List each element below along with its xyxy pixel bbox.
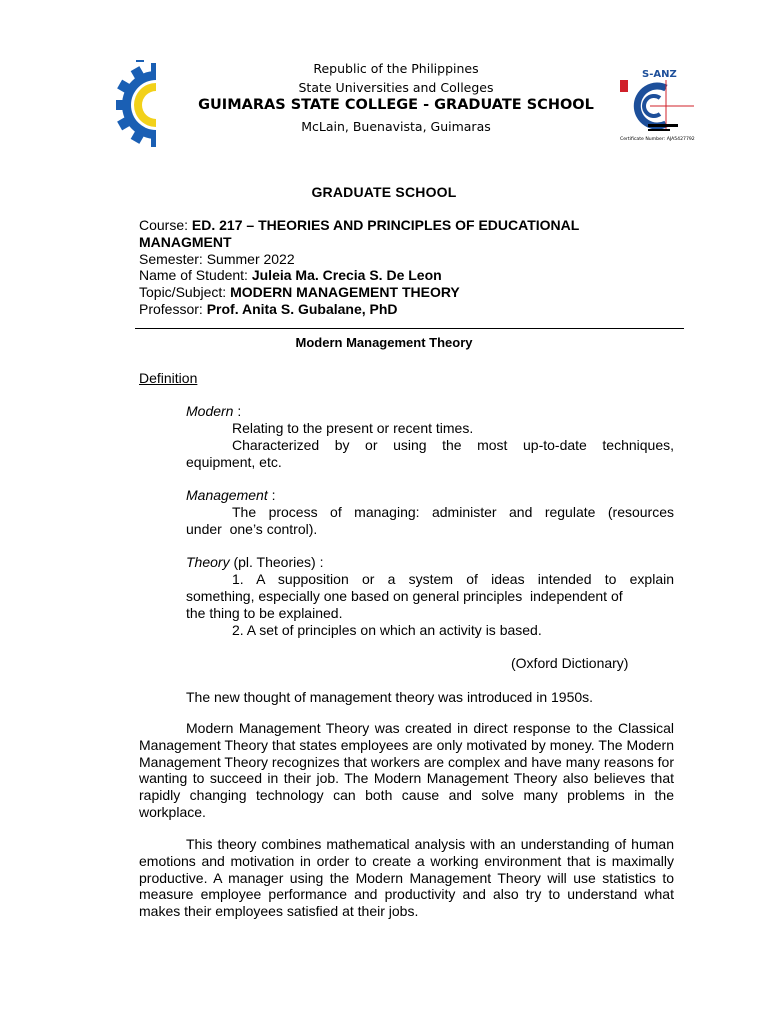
header-college-name: GUIMARAS STATE COLLEGE - GRADUATE SCHOOL (198, 97, 594, 113)
modern-definition-2a: Characterized by or using the most up-to-date techniques, (232, 437, 674, 453)
modern-definition-1: Relating to the present or recent times. (232, 420, 474, 436)
header-country: Republic of the Philippines (313, 61, 479, 76)
horizontal-divider (135, 328, 684, 329)
term-modern-word: Modern (186, 403, 234, 419)
document-heading: Modern Management Theory (295, 335, 473, 350)
topic-label: Topic/Subject: (139, 284, 231, 301)
course-value: ED. 217 – THEORIES AND PRINCIPLES OF EDUCATIONAL (191, 217, 580, 233)
course-info (139, 217, 679, 318)
college-seal-logo (116, 56, 180, 154)
theory-definition-1c: the thing to be explained. (186, 605, 343, 621)
modern-definition-2b: equipment, etc. (186, 454, 282, 470)
term-management: Management : (186, 487, 276, 503)
theory-definition-1b: something, especially one based on general principles independent of (186, 588, 623, 604)
definition-source: (Oxford Dictionary) (511, 655, 629, 671)
student-name: Juleia Ma. Crecia S. De Leon (251, 267, 442, 284)
paragraph-mathematical-analysis: This theory combines mathematical analysis with an understanding of human emotions and motivation in order to create a working environment that is maximally productive. A manager using the Modern Management Theory will use statistics to measure employee performance and productivity and also try to understand what makes their employees satisfied at their jobs. (139, 836, 674, 920)
student-label: Name of Student: (139, 267, 252, 284)
course-label: Course: (139, 217, 192, 233)
paragraph-modern-theory: Modern Management Theory was created in direct response to the Classical Management Theory that states employees are only motivated by money. The Modern Management Theory recognizes that workers are complex and have many reasons for wanting to succeed in their job. The Modern Management Theory also believes that rapidly changing technology can both cause and solve many problems in the workplace. (139, 720, 674, 820)
definition-label: Definition (139, 370, 198, 386)
semester-value: Summer 2022 (206, 250, 295, 267)
term-management-word: Management (186, 487, 268, 503)
topic-value: MODERN MANAGEMENT THEORY (230, 284, 460, 301)
management-definition-b: under one’s control). (186, 521, 318, 537)
semester-label: Semester: (139, 250, 207, 267)
term-modern: Modern : (186, 403, 242, 419)
cert-logo-text: S-ANZ (642, 69, 677, 80)
certification-logo (620, 66, 696, 144)
professor-label: Professor: (139, 300, 207, 317)
paragraph-intro: The new thought of management theory was introduced in 1950s. (186, 689, 594, 705)
term-theory: Theory (pl. Theories) : (186, 554, 324, 570)
theory-definition-1a: 1. A supposition or a system of ideas intended to explain (232, 571, 674, 587)
professor-name: Prof. Anita S. Gubalane, PhD (206, 300, 398, 317)
graduate-school-title: GRADUATE SCHOOL (311, 184, 457, 200)
term-theory-word: Theory (186, 554, 230, 570)
course-value-cont: MANAGMENT (139, 233, 232, 250)
theory-definition-2: 2. A set of principles on which an activity is based. (232, 622, 542, 638)
header-system: State Universities and Colleges (298, 80, 494, 95)
management-definition-a: The process of managing: administer and regulate (resources (232, 504, 674, 520)
header-address: McLain, Buenavista, Guimaras (301, 119, 491, 134)
cert-number: Certificate Number: AJA5427792 (620, 137, 695, 142)
